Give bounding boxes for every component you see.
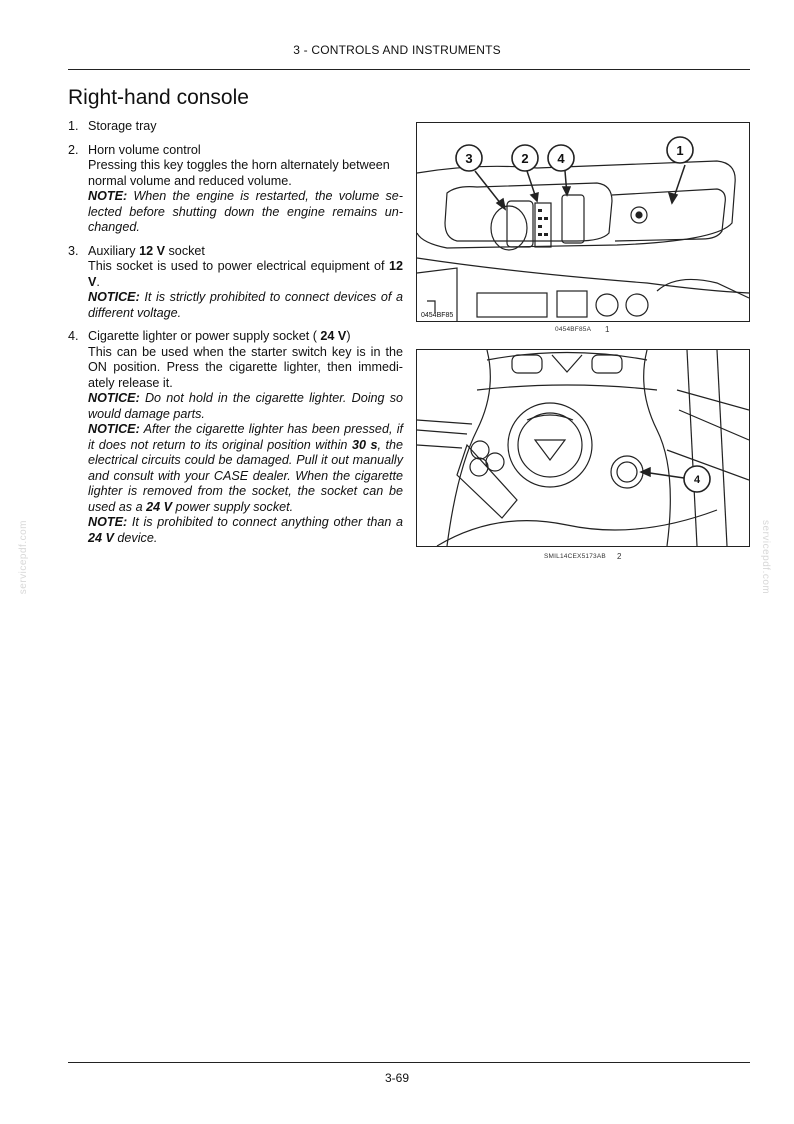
item-title: Horn volume control <box>88 142 201 157</box>
figure-caption: SMIL14CEX5173AB <box>544 553 606 560</box>
title-voltage: 24 V <box>320 329 347 343</box>
note-text: When the engine is restarted, the volume se-lected before shutting down the engine remains un-changed. <box>88 189 403 234</box>
notice-text: After the cigarette lighter has been pressed, if it does not return to its original position within <box>88 422 403 452</box>
item-body: Pressing this key toggles the horn alternately between normal volume and reduced volume. <box>88 158 390 188</box>
notice-return <box>88 422 403 515</box>
item-title <box>88 244 403 260</box>
item-number: 1. <box>68 119 79 133</box>
title-part: ) <box>346 329 351 343</box>
notice-label: NOTICE: <box>88 422 140 436</box>
header-rule <box>68 69 750 70</box>
note-horn-volume <box>88 189 403 236</box>
note-label: NOTE: <box>88 515 128 529</box>
note-text: It is prohibited to connect anything other than a <box>127 515 403 529</box>
item-body: This can be used when the starter switch key is in the ON position. Press the cigarette lighter, then immedi-ately release it. <box>88 344 403 390</box>
list-item-storage-tray <box>68 119 403 135</box>
body-part: This socket is used to power electrical equipment of <box>88 259 389 273</box>
figure-caption: 0454BF85A <box>555 326 592 333</box>
item-number: 4. <box>68 329 79 343</box>
notice-text: It is strictly prohibited to connect devices of a different voltage. <box>88 290 403 320</box>
note-text: device. <box>113 530 158 545</box>
watermark-left: servicepdf.com <box>18 520 29 595</box>
title-voltage: 12 V <box>139 243 166 258</box>
callout-label-4: 4 <box>693 474 701 486</box>
title-part: socket <box>165 243 205 258</box>
list-item-12v-socket <box>68 244 403 322</box>
item-number: 2. <box>68 142 79 157</box>
figure-console-overview <box>416 122 750 322</box>
note-voltage: 24 V <box>88 530 114 545</box>
figure-cigarette-lighter <box>416 349 750 547</box>
item-body <box>88 259 403 290</box>
item-list <box>68 119 403 554</box>
notice-voltage: 24 V <box>146 499 173 514</box>
footer-rule <box>68 1062 750 1063</box>
notice-text: power supply socket. <box>172 499 294 514</box>
section-title: Right-hand console <box>68 86 249 109</box>
item-title: Storage tray <box>88 119 157 133</box>
item-title <box>88 329 403 345</box>
console-illustration <box>417 123 749 321</box>
notice-text: Do not hold in the cigarette lighter. Doing so would damage parts. <box>88 391 403 421</box>
list-item-cigarette-lighter <box>68 329 403 546</box>
title-part: Auxiliary <box>88 243 140 258</box>
notice-label: NOTICE: <box>88 391 140 405</box>
list-item-horn-volume <box>68 143 403 236</box>
notice-hold <box>88 391 403 422</box>
image-id-label: 0454BF85 <box>421 312 454 319</box>
callout-label-3: 3 <box>465 151 473 166</box>
item-number: 3. <box>68 243 79 258</box>
page-header-title: 3 - CONTROLS AND INSTRUMENTS <box>293 43 501 57</box>
page-number: 3-69 <box>384 1071 410 1085</box>
figure-number: 2 <box>617 552 622 561</box>
notice-text: , the electrical circuits could be damaged. Pull it out manually and consult with your CASE dealer. When the cigarette lighter is removed from the socket, the socket can be used as a <box>88 437 403 514</box>
note-label: NOTE: <box>88 189 128 203</box>
notice-voltage <box>88 290 403 321</box>
note-24v-only <box>88 515 403 546</box>
callout-label-1: 1 <box>676 143 684 158</box>
lighter-illustration <box>417 350 749 546</box>
notice-label: NOTICE: <box>88 290 140 304</box>
watermark-right: servicepdf.com <box>760 520 771 595</box>
body-voltage: 12 V <box>88 259 403 289</box>
notice-time: 30 s <box>351 437 378 452</box>
figure-number: 1 <box>605 325 610 334</box>
title-part: Cigarette lighter or power supply socket ( <box>88 329 321 343</box>
callout-label-2: 2 <box>521 151 529 166</box>
callout-label-4: 4 <box>557 151 565 166</box>
body-part: . <box>96 274 100 289</box>
